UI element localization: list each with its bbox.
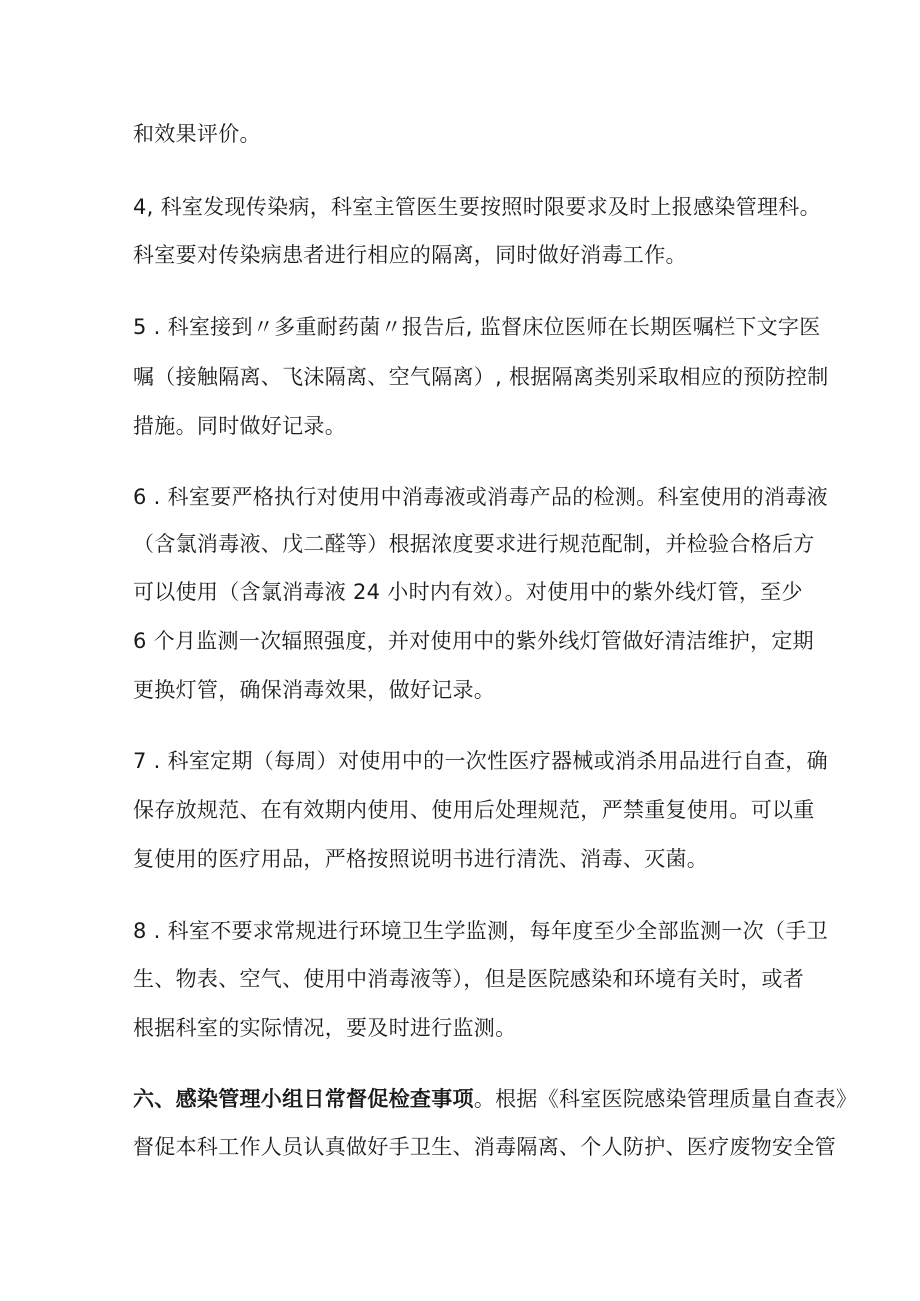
paragraph-8-line-1: 8 . 科室不要求常规进行环境卫生学监测，每年度至少全部监测一次（手卫	[133, 919, 828, 943]
section-6-line-1-rest: 。根据《科室医院感染管理质量自查表》	[473, 1087, 858, 1111]
paragraph-5-line-1: 5 . 科室接到〃多重耐药菌〃报告后, 监督床位医师在长期医嘱栏下文字医	[133, 315, 821, 339]
paragraph-line: 和效果评价。	[133, 122, 261, 146]
paragraph-6-line-4: 6 个月监测一次辐照强度，并对使用中的紫外线灯管做好清洁维护，定期	[133, 629, 814, 653]
paragraph-7-line-2: 保存放规范、在有效期内使用、使用后处理规范，严禁重复使用。可以重	[133, 798, 815, 822]
paragraph-8-line-3: 根据科室的实际情况，要及时进行监测。	[133, 1016, 517, 1040]
paragraph-7-line-3: 复使用的医疗用品，严格按照说明书进行清洗、消毒、灭菌。	[133, 847, 709, 871]
paragraph-6-line-5: 更换灯管，确保消毒效果，做好记录。	[133, 678, 496, 702]
paragraph-6-line-1: 6 . 科室要严格执行对使用中消毒液或消毒产品的检测。科室使用的消毒液	[133, 485, 828, 509]
paragraph-6-line-2: （含氯消毒液、戊二醛等）根据浓度要求进行规范配制，并检验合格后方	[133, 532, 815, 556]
section-6-heading: 六、感染管理小组日常督促检查事项	[133, 1087, 474, 1111]
section-6-line-1	[133, 1085, 857, 1113]
section-6-line-2: 督促本科工作人员认真做好手卫生、消毒隔离、个人防护、医疗废物安全管	[133, 1135, 836, 1159]
paragraph-4-line-2: 科室要对传染病患者进行相应的隔离，同时做好消毒工作。	[133, 243, 687, 267]
paragraph-8-line-2: 生、物表、空气、使用中消毒液等），但是医院感染和环境有关时，或者	[133, 967, 805, 991]
paragraph-7-line-1: 7 . 科室定期（每周）对使用中的一次性医疗器械或消杀用品进行自查，确	[133, 749, 828, 773]
paragraph-6-line-3: 可以使用（含氯消毒液 24 小时内有效）。对使用中的紫外线灯管，至少	[133, 580, 803, 604]
paragraph-4-line-1: 4, 科室发现传染病，科室主管医生要按照时限要求及时上报感染管理科。	[133, 195, 821, 219]
paragraph-5-line-2: 嘱（接触隔离、飞沫隔离、空气隔离）, 根据隔离类别采取相应的预防控制	[133, 365, 829, 389]
paragraph-5-line-3: 措施。同时做好记录。	[133, 414, 346, 438]
